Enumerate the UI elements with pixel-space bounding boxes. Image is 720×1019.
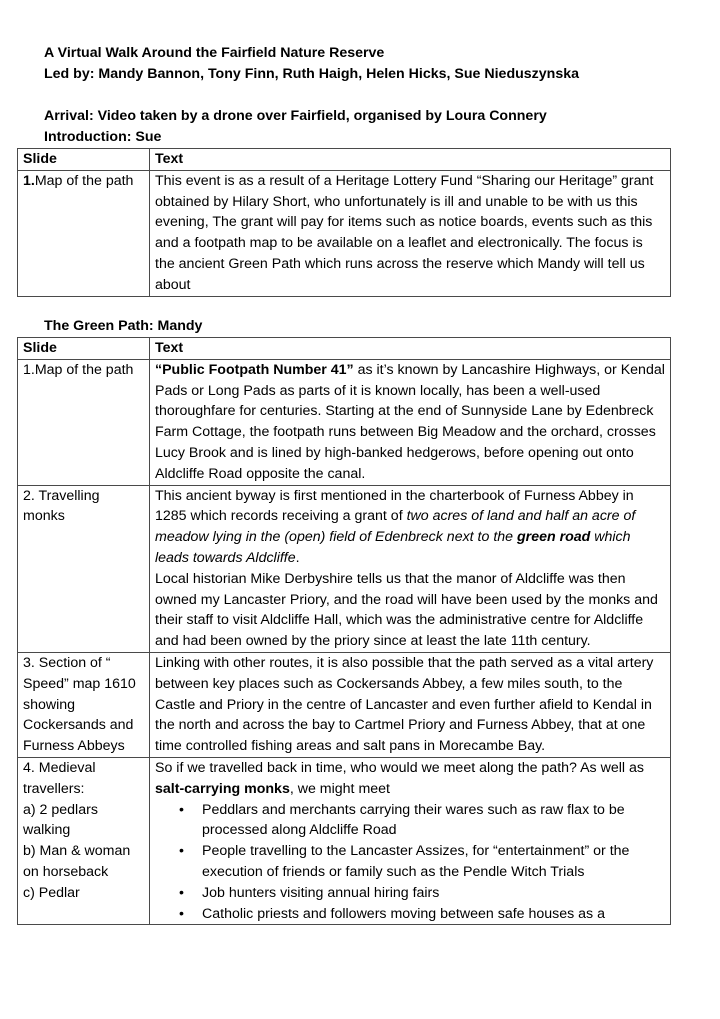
list-item: • People travelling to the Lancaster Assizes, for “entertainment” or the execution of friends or family such as the Pendle Witch Trials — [155, 841, 666, 883]
text-body: This ancient byway is first mentioned in the charterbook of Furness Abbey in 1285 which records receiving a grant of — [155, 487, 634, 525]
slide-subitem: a) 2 pedlars walking — [23, 801, 98, 839]
green-road-emphasis: green road — [517, 529, 591, 546]
text-body: as it’s known by Lancashire Highways, or Kendal Pads or Long Pads as parts of it is known locally, has been a well-used thoroughfare for centuries. Starting at the end of Sunnyside Lane by Edenbreck Farm Cottage, the footpath runs between Big Meadow and the orchard, crosses Lucy Brook and is lined by high-banked hedgerows, before opening out onto Aldcliffe Road opposite the canal. — [155, 361, 665, 482]
table-row — [18, 170, 671, 296]
list-item: • Job hunters visiting annual hiring fairs — [155, 883, 666, 904]
text-cell: This event is as a result of a Heritage Lottery Fund “Sharing our Heritage” grant obtained by Hilary Short, who unfortunately is ill and unable to be with us this evening, The grant will pay for items such as notice boards, events such as this and a footpath map to be available on a leaflet and electronically. The focus is the ancient Green Path which runs across the reserve which Mandy will tell us about — [150, 170, 671, 296]
column-header-slide: Slide — [18, 149, 150, 171]
table-row — [18, 359, 671, 485]
list-item: • Catholic priests and followers moving between safe houses as a — [155, 904, 666, 925]
charter-quote-end: which leads towards Aldcliffe — [155, 529, 631, 566]
text-body: So if we travelled back in time, who would we meet along the path? As well as — [155, 759, 644, 776]
text-cell — [150, 359, 671, 485]
table-header-row — [18, 149, 671, 171]
column-header-text: Text — [150, 338, 671, 360]
slide-label: Map of the path — [34, 172, 134, 189]
text-cell — [150, 757, 671, 924]
text-body: . — [295, 549, 300, 566]
table-header-row — [18, 338, 671, 360]
slide-cell: 1.Map of the path — [18, 359, 150, 485]
slide-subitem: c) Pedlar — [23, 884, 80, 901]
travellers-list — [155, 800, 666, 925]
text-paragraph: Local historian Mike Derbyshire tells us that the manor of Aldcliffe was then owned my Lancaster Priory, and the road will have been used by the monks and their staff to visit Aldcliffe Hall, which was the administrative centre for Aldcliffe and had been owned by the priory since at least the late 11th century. — [155, 570, 658, 650]
slide-cell: 2. Travelling monks — [18, 485, 150, 652]
charter-quote: two acres of land and half an acre of meadow lying in the (open) field of Edenbreck next to the — [155, 508, 636, 546]
text-body: , we might meet — [289, 780, 390, 797]
footpath-name: “Public Footpath Number 41” — [155, 361, 354, 378]
introduction-table — [17, 148, 671, 297]
slide-title: 4. Medieval travellers: — [23, 759, 96, 797]
text-cell: Linking with other routes, it is also possible that the path served as a vital artery between key places such as Cockersands Abbey, a few miles south, to the Castle and Priory in the centre of Lancaster and even further afield to Kendal in the north and across the bay to Cartmel Priory and Furness Abbey, that at one time controlled fishing areas and salt pans in Morecambe Bay. — [150, 652, 671, 757]
introduction-heading: Introduction: Sue — [44, 129, 162, 145]
table-row — [18, 757, 671, 924]
table-row — [18, 485, 671, 652]
list-item: • Peddlars and merchants carrying their wares such as raw flax to be processed along Aldcliffe Road — [155, 800, 666, 842]
table-row — [18, 652, 671, 757]
led-by-line: Led by: Mandy Bannon, Tony Finn, Ruth Haigh, Helen Hicks, Sue Nieduszynska — [44, 66, 579, 82]
green-path-heading: The Green Path: Mandy — [44, 318, 203, 334]
column-header-slide: Slide — [18, 338, 150, 360]
text-cell — [150, 485, 671, 652]
arrival-line: Arrival: Video taken by a drone over Fairfield, organised by Loura Connery — [44, 108, 547, 124]
green-path-table — [17, 337, 671, 925]
slide-number: 1. — [23, 172, 35, 189]
slide-subitem: b) Man & woman on horseback — [23, 843, 131, 880]
slide-cell: 3. Section of “ Speed” map 1610 showing Cockersands and Furness Abbeys — [18, 652, 150, 757]
slide-cell — [18, 170, 150, 296]
column-header-text: Text — [150, 149, 671, 171]
slide-cell — [18, 757, 150, 924]
salt-monks-emphasis: salt-carrying monks — [155, 780, 290, 797]
document-title: A Virtual Walk Around the Fairfield Nature Reserve — [44, 45, 385, 61]
